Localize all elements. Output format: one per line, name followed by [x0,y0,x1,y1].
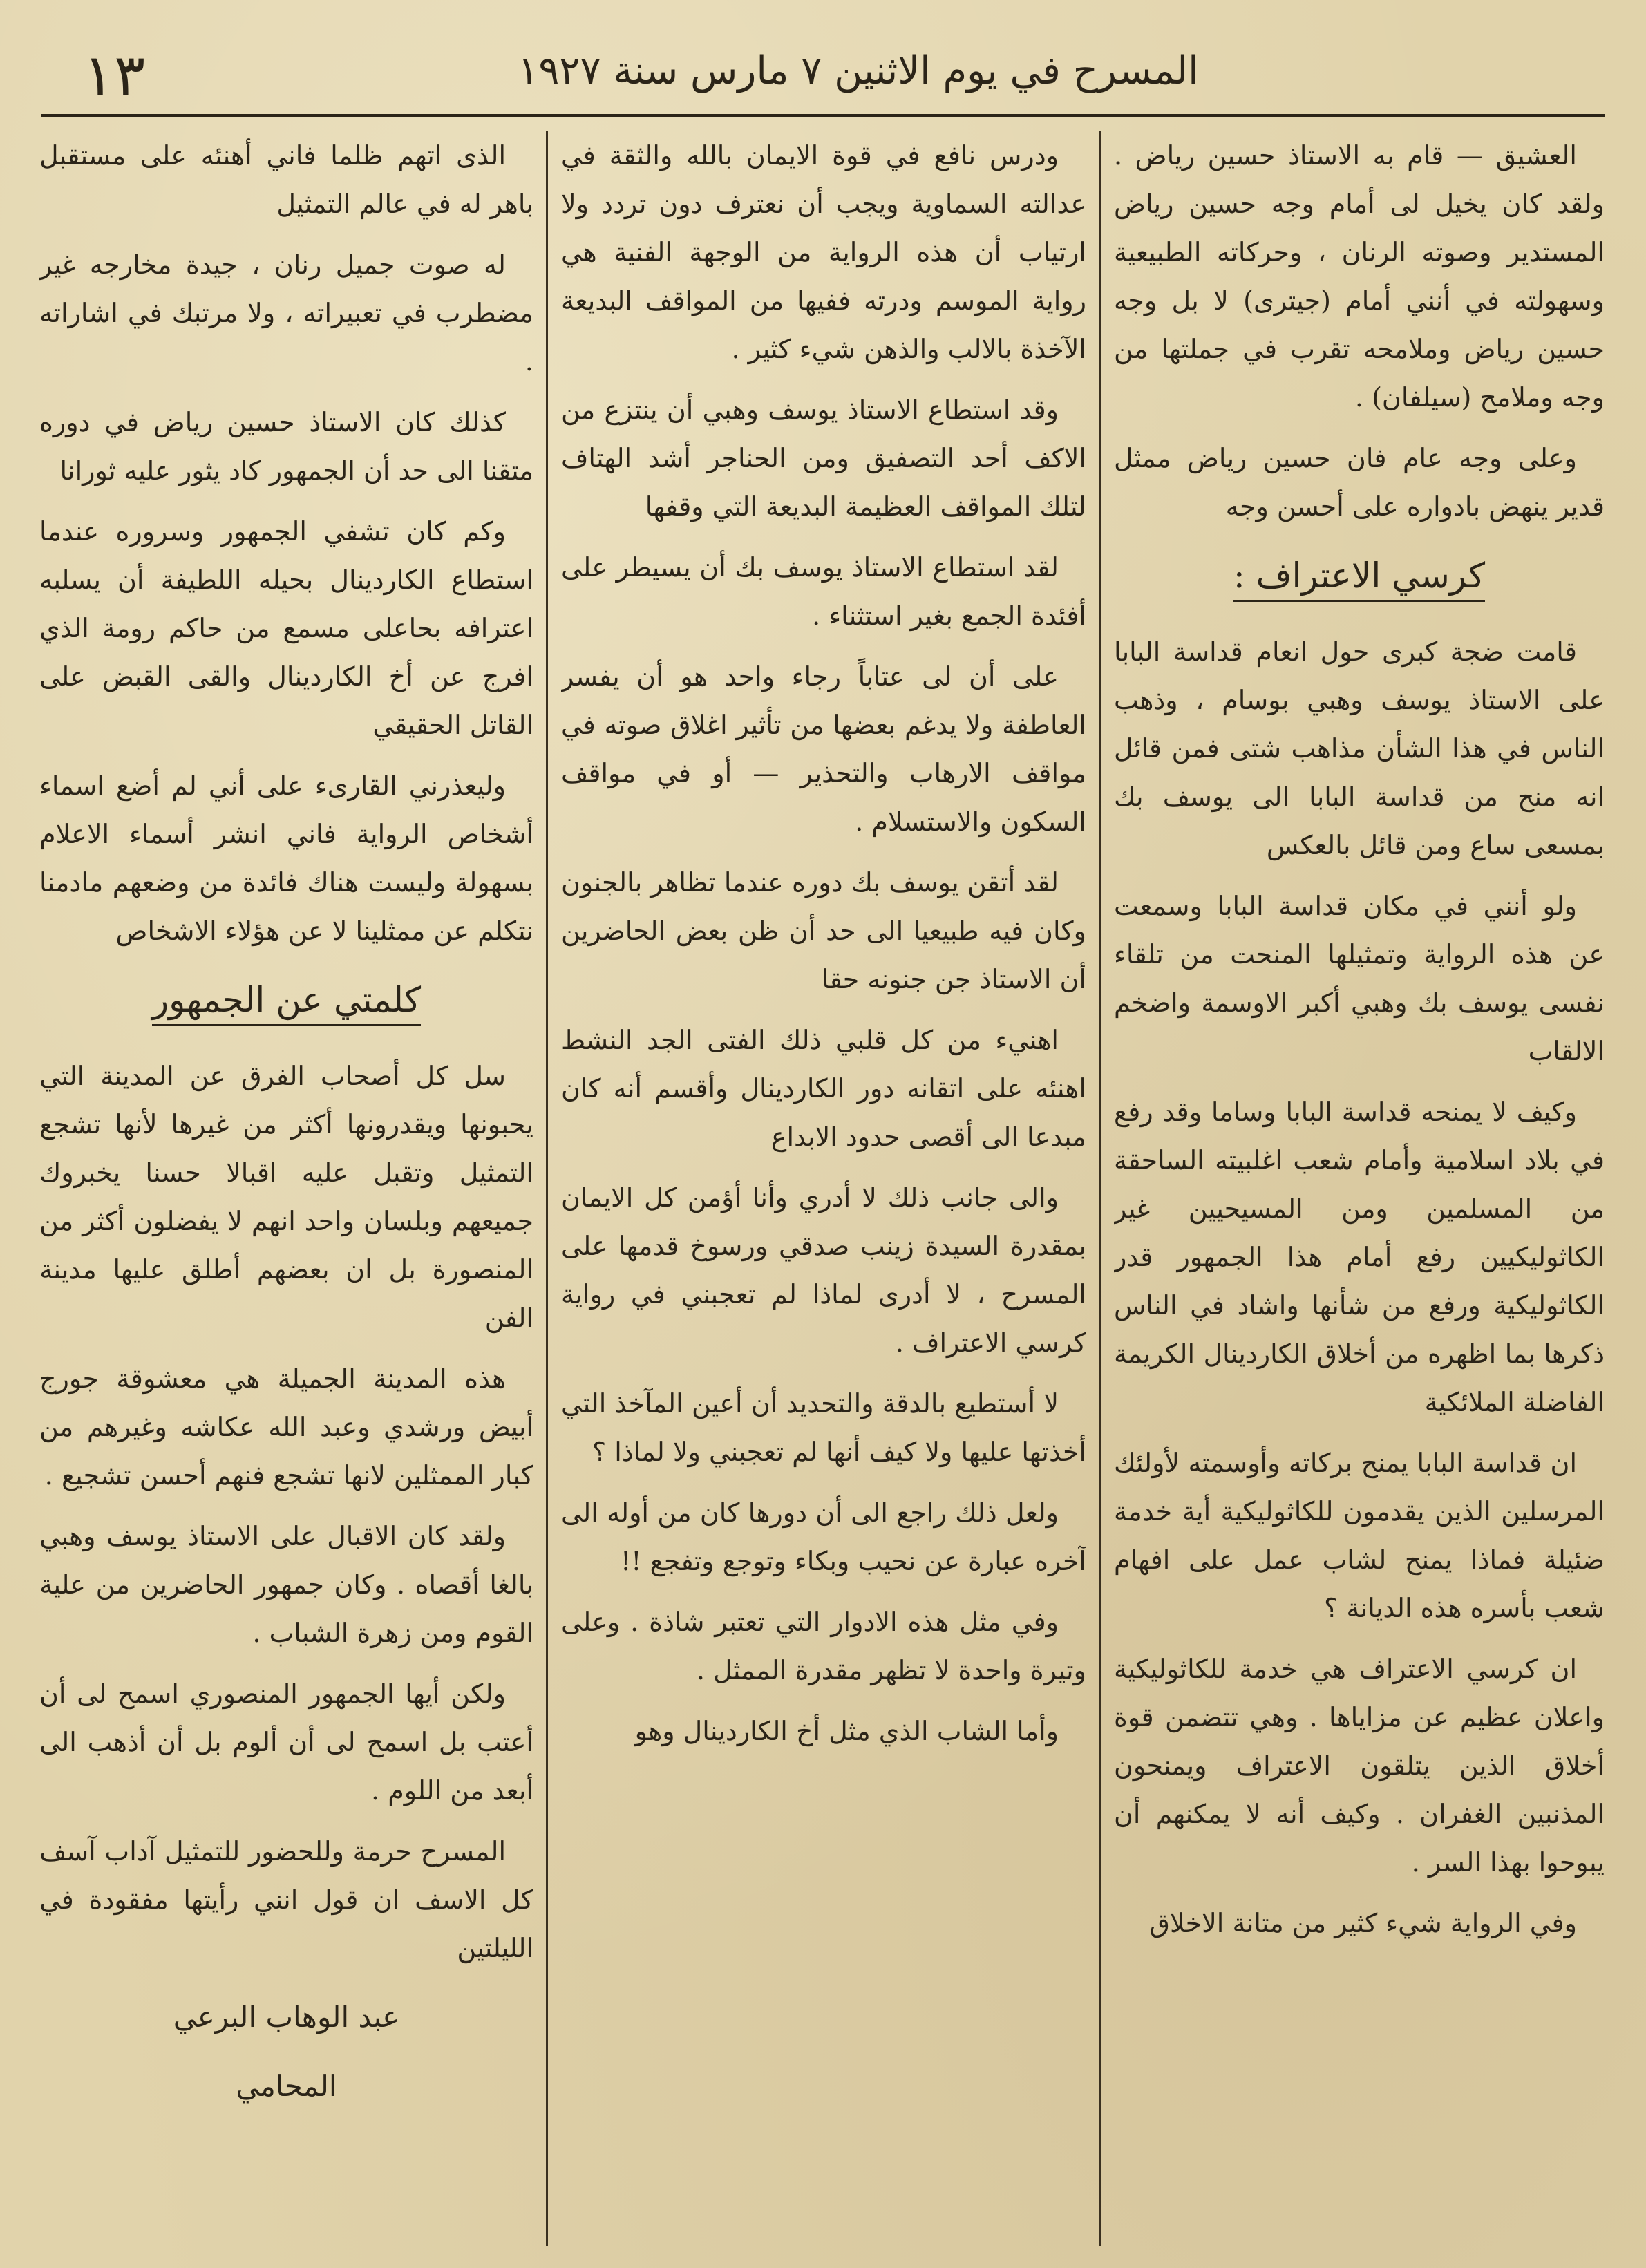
paragraph: لقد أتقن يوسف بك دوره عندما تظاهر بالجنون وكان فيه طبيعيا الى حد أن ظن بعض الحاضرين أن الاستاذ جن جنونه حقا [561,867,1086,994]
paragraph: ولو أنني في مكان قداسة البابا وسمعت عن هذه الرواية وتمثيلها المنحت من تلقاء نفسى يوسف بك وهبي أكبر الاوسمة واضخم الالقاب [1114,891,1605,1066]
paragraph: لقد استطاع الاستاذ يوسف بك أن يسيطر على أفئدة الجمع بغير استثناء . [561,552,1086,631]
paragraph: ودرس نافع في قوة الايمان بالله والثقة في عدالته السماوية ويجب أن نعترف دون تردد ولا ارتياب أن هذه الرواية من الوجهة الفنية هي رواية الموسم ودرته ففيها من المواقف البديعة الآخذة بالالب والذهن شيء كثير . [561,140,1086,364]
paragraph: سل كل أصحاب الفرق عن المدينة التي يحبونها ويقدرونها أكثر من غيرها لأنها تشجع التمثيل وتقبل عليه اقبالا حسنا يخبروك جميعهم وبلسان واحد انهم لا يفضلون أكثر من المنصورة بل ان بعضهم أطلق عليها مدينة الفن [39,1061,533,1333]
paragraph: وكيف لا يمنحه قداسة البابا وساما وقد رفع في بلاد اسلامية وأمام شعب اغلبيته الساحقة من المسلمين ومن المسيحيين غير الكاثوليكيين رفع أمام هذا الجمهور قدر الكاثوليكية ورفع من شأنها واشاد في الناس ذكرها بما اظهره من أخلاق الكاردينال الكريمة الفاضلة الملائكية [1114,1097,1605,1417]
paragraph: الذى اتهم ظلما فاني أهنئه على مستقبل باهر له في عالم التمثيل [39,140,533,219]
signature-title: المحامي [236,2069,337,2103]
section-heading [1114,551,1605,600]
column-right [1114,131,1605,2239]
paragraph: هذه المدينة الجميلة هي معشوقة جورج أبيض ورشدي وعبد الله عكاشه وغيرهم من كبار الممثلين لانها تشجع فنهم أحسن تشجيع . [39,1363,533,1491]
paragraph: اهنيء من كل قلبي ذلك الفتى الجد النشط اهنئه على اتقانه دور الكاردينال وأقسم أنه كان مبدعا الى أقصى حدود الابداع [561,1025,1086,1152]
paragraph: ولعل ذلك راجع الى أن دورها كان من أوله الى آخره عبارة عن نحيب وبكاء وتوجع وتفجع !! [561,1497,1086,1576]
paragraph: وفي مثل هذه الادوار التي تعتبر شاذة . وعلى وتيرة واحدة لا تظهر مقدرة الممثل . [561,1607,1086,1685]
paragraph: العشيق — قام به الاستاذ حسين رياض . ولقد كان يخيل لى أمام وجه حسين رياض المستدير وصوته الرنان ، وحركاته الطبيعية وسهولته في أنني أمام (جيترى) لا بل وجه حسين رياض وملامحه تقرب في جملتها من وجه وملامح (سيلفان) . [1114,140,1605,413]
paragraph: ولقد كان الاقبال على الاستاذ يوسف وهبي بالغا أقصاه . وكان جمهور الحاضرين من علية القوم ومن زهرة الشباب . [39,1521,533,1648]
paragraph: له صوت جميل رنان ، جيدة مخارجه غير مضطرب في تعبيراته ، ولا مرتبك في اشاراته . [39,249,533,377]
paragraph: وقد استطاع الاستاذ يوسف وهبي أن ينتزع من الاكف أحد التصفيق ومن الحناجر أشد الهتاف لتلك المواقف العظيمة البديعة التي وقفها [561,395,1086,522]
paragraph: وأما الشاب الذي مثل أخ الكاردينال وهو [634,1716,1059,1746]
paragraph: وليعذرني القارىء على أني لم أضع اسماء أشخاص الرواية فاني انشر أسماء الاعلام بسهولة وليست هناك فائدة من وضعهم مادمنا نتكلم عن ممثلينا لا عن هؤلاء الاشخاص [39,771,533,946]
signature-name: عبد الوهاب البرعي [173,2000,400,2034]
page-header [41,28,1605,111]
paragraph: كذلك كان الاستاذ حسين رياض في دوره متقنا الى حد أن الجمهور كاد يثور عليه ثورانا [39,407,533,486]
section-heading-text: كرسي الاعتراف : [1233,556,1485,602]
paragraph: المسرح حرمة وللحضور للتمثيل آداب آسف كل الاسف ان قول انني رأيتها مفقودة في الليلتين [39,1836,533,1963]
section-heading-text: كلمتي عن الجمهور [152,980,421,1026]
page-number: ١٣ [83,41,146,109]
header-title: المسرح في يوم الاثنين ٧ مارس سنة ١٩٢٧ [518,48,1199,93]
paragraph: وفي الرواية شيء كثير من متانة الاخلاق [1149,1908,1577,1938]
column-divider [1099,131,1101,2246]
column-divider [546,131,548,2246]
column-left [39,131,533,2239]
paragraph: قامت ضجة كبرى حول انعام قداسة البابا على الاستاذ يوسف وهبي بوسام ، وذهب الناس في هذا الشأن مذاهب شتى فمن قائل انه منح من قداسة البابا الى يوسف بك بمسعى ساع ومن قائل بالعكس [1114,636,1605,860]
paragraph: على أن لى عتاباً رجاء واحد هو أن يفسر العاطفة ولا يدغم بعضها من تأثير اغلاق صوته في مواقف الارهاب والتحذير — أو في مواقف السكون والاستسلام . [561,661,1086,837]
paragraph: لا أستطيع بالدقة والتحديد أن أعين المآخذ التي أخذتها عليها ولا كيف أنها لم تعجبني ولا لماذا ؟ [561,1388,1086,1467]
paragraph: وعلى وجه عام فان حسين رياض ممثل قدير ينهض بادواره على أحسن وجه [1114,443,1605,522]
paragraph: ولكن أيها الجمهور المنصوري اسمح لى أن أعتب بل اسمح لى أن ألوم بل أن أذهب الى أبعد من اللوم . [39,1679,533,1806]
paragraph: ان كرسي الاعتراف هي خدمة للكاثوليكية واعلان عظيم عن مزاياها . وهي تتضمن قوة أخلاق الذين يتلقون الاعتراف ويمنحون المذنبين الغفران . وكيف أنه لا يمكنهم أن يبوحوا بهذا السر . [1114,1654,1605,1878]
paragraph: وكم كان تشفي الجمهور وسروره عندما استطاع الكاردينال بحيله اللطيفة أن يسلبه اعترافه بحاعلى مسمع من حاكم رومة الذي افرج عن أخ الكاردينال والقى القبض على القاتل الحقيقي [39,516,533,740]
paragraph: ان قداسة البابا يمنح بركاته وأوسمته لأولئك المرسلين الذين يقدمون للكاثوليكية أية خدمة ضئيلة فماذا يمنح لشاب عمل على افهام شعب بأسره هذه الديانة ؟ [1114,1448,1605,1623]
column-middle [561,131,1086,2239]
paragraph: والى جانب ذلك لا أدري وأنا أؤمن كل الايمان بمقدرة السيدة زينب صدقي ورسوخ قدمها على المسرح ، لا أدرى لماذا لم تعجبني في رواية كرسي الاعتراف . [561,1182,1086,1358]
section-heading [39,976,533,1024]
header-rule [41,114,1605,117]
